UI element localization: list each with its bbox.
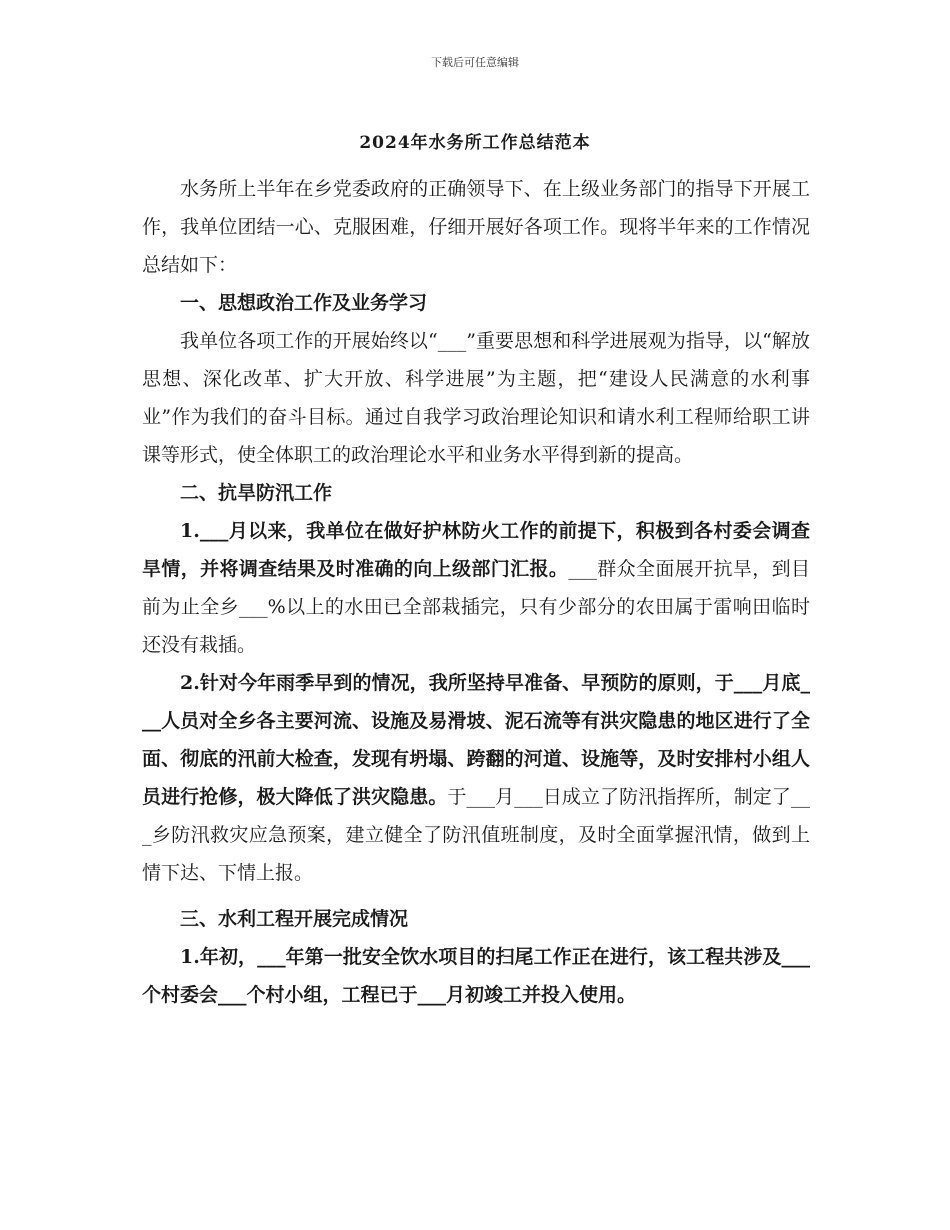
section2-item1-bold: 1.___月以来，我单位在做好护林防火工作的前提下，积极到各村委会调查旱情，并将调查结果及时准确的向上级部门汇报。 xyxy=(142,520,810,580)
section3-item1 xyxy=(142,938,810,1014)
section2-item2-bold: 2.针对今年雨季早到的情况，我所坚持早准备、早预防的原则，于___月底___人员对全乡各主要河流、设施及易滑坡、泥石流等有洪灾隐患的地区进行了全面、彻底的汛前大检查，发现有坍塌、跨翻的河道、设施等，及时安排村小组人员进行抢修，极大降低了洪灾隐患。 xyxy=(142,672,810,808)
document-title: 2024年水务所工作总结范本 xyxy=(359,133,591,153)
section2-item1-rest: ___群众全面展开抗旱，到目前为止全乡___%以上的水田已全部栽插完，只有少部分的农田属于雷响田临时还没有栽插。 xyxy=(142,558,810,656)
document-body xyxy=(142,170,810,1014)
section2-heading: 二、抗旱防汛工作 xyxy=(180,482,333,504)
section3-item1-bold: 1.年初，___年第一批安全饮水项目的扫尾工作正在进行，该工程共涉及___个村委会___个村小组，工程已于___月初竣工并投入使用。 xyxy=(142,946,810,1006)
section1-heading: 一、思想政治工作及业务学习 xyxy=(180,292,428,314)
intro-paragraph: 水务所上半年在乡党委政府的正确领导下、在上级业务部门的指导下开展工作，我单位团结一心、克服困难，仔细开展好各项工作。现将半年来的工作情况总结如下： xyxy=(142,178,810,276)
section2-item1 xyxy=(142,512,810,664)
section2-item2 xyxy=(142,664,810,892)
section3-heading: 三、水利工程开展完成情况 xyxy=(180,908,409,930)
section1-paragraph: 我单位各项工作的开展始终以“___”重要思想和科学进展观为指导，以“解放思想、深化改革、扩大开放、科学进展”为主题，把“建设人民满意的水利事业”作为我们的奋斗目标。通过自我学习政治理论知识和请水利工程师给职工讲课等形式，使全体职工的政治理论水平和业务水平得到新的提高。 xyxy=(142,330,810,466)
section2-item2-rest: 于___月___日成立了防汛指挥所，制定了___乡防汛救灾应急预案，建立健全了防汛值班制度，及时全面掌握汛情，做到上情下达、下情上报。 xyxy=(142,786,810,884)
page-header-note: 下载后可任意编辑 xyxy=(431,56,519,69)
